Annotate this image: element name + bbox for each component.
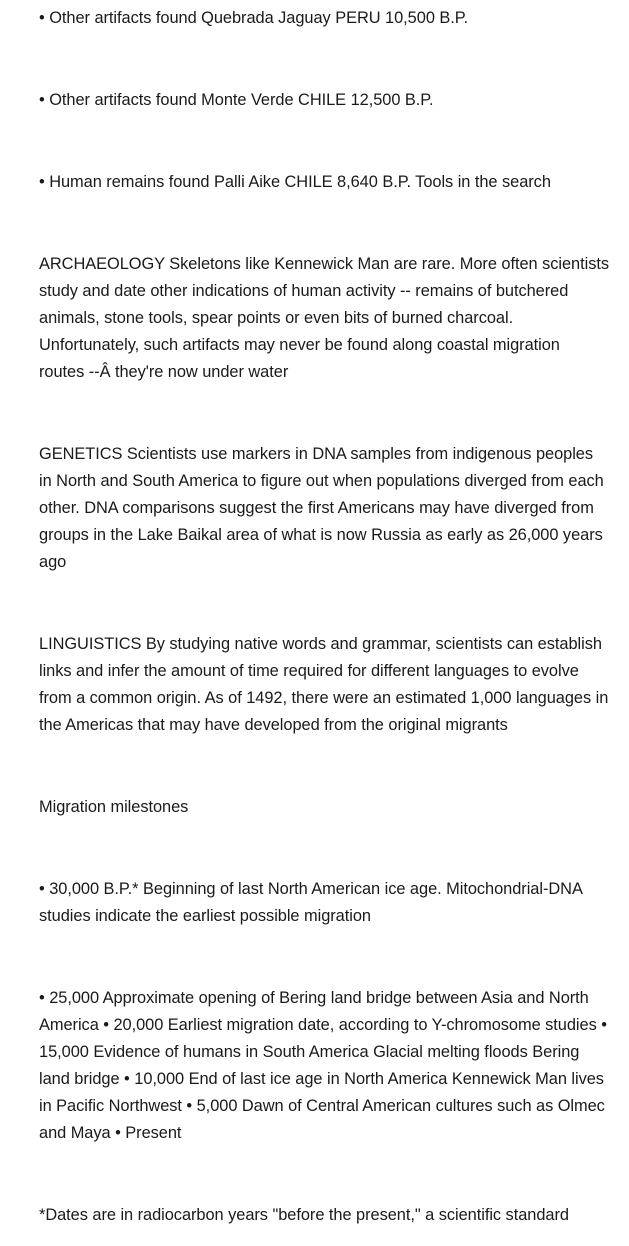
milestones-timeline: • 25,000 Approximate opening of Bering land bridge between Asia and North America • 20,000 Earliest migration date, according to Y-chromosome studies • 15,000 Evidence of humans in South America Glacial melting floods Bering land bridge • 10,000 End of last ice age in North America Kennewick Man lives in Pacific Northwest • 5,000 Dawn of Central American cultures such as Olmec and Maya • Present: [39, 989, 607, 1142]
artifact-quebrada-jaguay: • Other artifacts found Quebrada Jaguay PERU 10,500 B.P.: [39, 9, 469, 27]
article-body: [39, 5, 609, 1229]
archaeology-paragraph: ARCHAEOLOGY Skeletons like Kennewick Man are rare. More often scientists study and date other indications of human activity -- remains of butchered animals, stone tools, spear points or even bits of burned charcoal. Unfortunately, such artifacts may never be found along coastal migration routes --Â they're now under water: [39, 255, 610, 381]
migration-milestones-heading: Migration milestones: [39, 798, 189, 816]
genetics-paragraph: GENETICS Scientists use markers in DNA samples from indigenous peoples in North and South America to figure out when populations diverged from each other. DNA comparisons suggest the first Americans may have diverged from groups in the Lake Baikal area of what is now Russia as early as 26,000 years ago: [39, 445, 604, 571]
artifact-monte-verde: • Other artifacts found Monte Verde CHILE 12,500 B.P.: [39, 91, 434, 109]
remains-palli-aike: • Human remains found Palli Aike CHILE 8,640 B.P. Tools in the search: [39, 173, 551, 191]
dates-footnote: *Dates are in radiocarbon years "before the present," a scientific standard: [39, 1206, 569, 1224]
milestone-30000: • 30,000 B.P.* Beginning of last North American ice age. Mitochondrial-DNA studies indicate the earliest possible migration: [39, 880, 582, 925]
linguistics-paragraph: LINGUISTICS By studying native words and grammar, scientists can establish links and infer the amount of time required for different languages to evolve from a common origin. As of 1492, there were an estimated 1,000 languages in the Americas that may have developed from the original migrants: [39, 635, 609, 734]
